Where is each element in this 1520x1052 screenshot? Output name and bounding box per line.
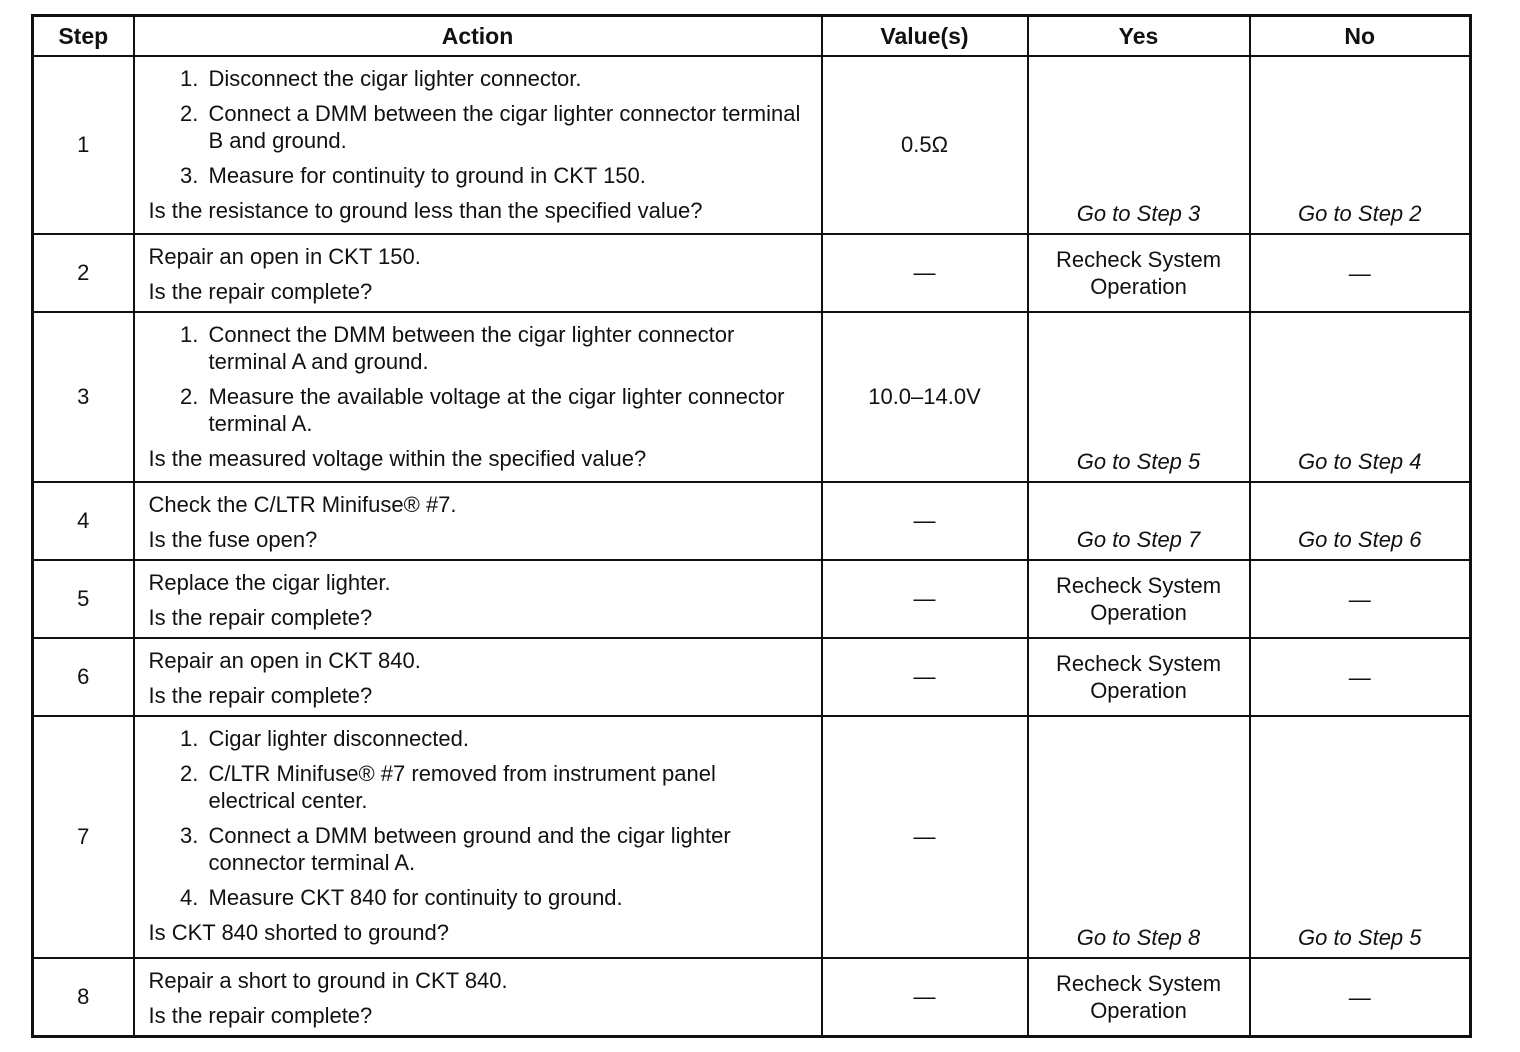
yes-cell: Go to Step 7 [1028, 482, 1250, 560]
header-yes: Yes [1028, 16, 1250, 57]
no-cell: — [1250, 638, 1471, 716]
action-text: Replace the cigar lighter. [148, 570, 391, 595]
step-number: 1 [33, 56, 134, 234]
step-number: 6 [33, 638, 134, 716]
action-item: 1. Cigar lighter disconnected. [205, 725, 809, 752]
no-cell: — [1250, 560, 1471, 638]
action-question: Is the repair complete? [148, 279, 373, 304]
no-cell: — [1250, 958, 1471, 1037]
action-cell [134, 56, 822, 234]
action-item: 2. C/LTR Minifuse® #7 removed from instrument panel electrical center. [205, 760, 809, 814]
action-item: 4. Measure CKT 840 for continuity to ground. [205, 884, 809, 911]
yes-cell: Go to Step 8 [1028, 716, 1250, 958]
step-number: 5 [33, 560, 134, 638]
action-cell [134, 958, 822, 1037]
action-cell [134, 234, 822, 312]
action-list [149, 321, 809, 437]
action-question: Is CKT 840 shorted to ground? [148, 920, 449, 945]
table-row-step-2 [33, 234, 1471, 312]
table-row-step-4 [33, 482, 1471, 560]
action-cell [134, 482, 822, 560]
action-list [149, 65, 809, 189]
action-question: Is the repair complete? [148, 1003, 373, 1028]
action-list [149, 725, 809, 911]
table-row-step-1 [33, 56, 1471, 234]
yes-cell: Recheck System Operation [1028, 638, 1250, 716]
action-text: Repair a short to ground in CKT 840. [148, 968, 508, 993]
step-number: 3 [33, 312, 134, 482]
action-question: Is the repair complete? [148, 683, 373, 708]
table-row-step-6 [33, 638, 1471, 716]
yes-cell: Go to Step 3 [1028, 56, 1250, 234]
action-question: Is the resistance to ground less than the specified value? [148, 198, 703, 223]
action-text: Repair an open in CKT 150. [148, 244, 421, 269]
header-no: No [1250, 16, 1471, 57]
value-cell: — [822, 560, 1028, 638]
action-text: Check the C/LTR Minifuse® #7. [148, 492, 457, 517]
step-number: 8 [33, 958, 134, 1037]
action-item: 3. Measure for continuity to ground in CKT 150. [205, 162, 809, 189]
no-cell: Go to Step 6 [1250, 482, 1471, 560]
step-number: 2 [33, 234, 134, 312]
step-number: 7 [33, 716, 134, 958]
header-step: Step [33, 16, 134, 57]
value-cell: — [822, 958, 1028, 1037]
value-cell: — [822, 638, 1028, 716]
action-item: 1. Disconnect the cigar lighter connector. [205, 65, 809, 92]
no-cell: Go to Step 2 [1250, 56, 1471, 234]
yes-cell: Recheck System Operation [1028, 958, 1250, 1037]
table-row-step-7 [33, 716, 1471, 958]
table-row-step-5 [33, 560, 1471, 638]
yes-cell: Recheck System Operation [1028, 560, 1250, 638]
value-cell: — [822, 482, 1028, 560]
action-text: Repair an open in CKT 840. [148, 648, 421, 673]
no-cell: Go to Step 4 [1250, 312, 1471, 482]
diagnostic-table [31, 14, 1472, 1038]
action-item: 2. Measure the available voltage at the cigar lighter connector terminal A. [205, 383, 809, 437]
table-row-step-8 [33, 958, 1471, 1037]
yes-cell: Recheck System Operation [1028, 234, 1250, 312]
yes-cell: Go to Step 5 [1028, 312, 1250, 482]
action-question: Is the repair complete? [148, 605, 373, 630]
value-cell: 10.0–14.0V [822, 312, 1028, 482]
action-question: Is the measured voltage within the specified value? [148, 446, 647, 471]
action-question: Is the fuse open? [148, 527, 318, 552]
value-cell: — [822, 716, 1028, 958]
header-action: Action [134, 16, 822, 57]
no-cell: — [1250, 234, 1471, 312]
no-cell: Go to Step 5 [1250, 716, 1471, 958]
action-item: 3. Connect a DMM between ground and the cigar lighter connector terminal A. [205, 822, 809, 876]
action-item: 2. Connect a DMM between the cigar lighter connector terminal B and ground. [205, 100, 809, 154]
step-number: 4 [33, 482, 134, 560]
table-row-step-3 [33, 312, 1471, 482]
header-row [33, 16, 1471, 57]
action-item: 1. Connect the DMM between the cigar lighter connector terminal A and ground. [205, 321, 809, 375]
action-cell [134, 560, 822, 638]
action-cell [134, 312, 822, 482]
action-cell [134, 638, 822, 716]
action-cell [134, 716, 822, 958]
header-values: Value(s) [822, 16, 1028, 57]
value-cell: 0.5Ω [822, 56, 1028, 234]
value-cell: — [822, 234, 1028, 312]
